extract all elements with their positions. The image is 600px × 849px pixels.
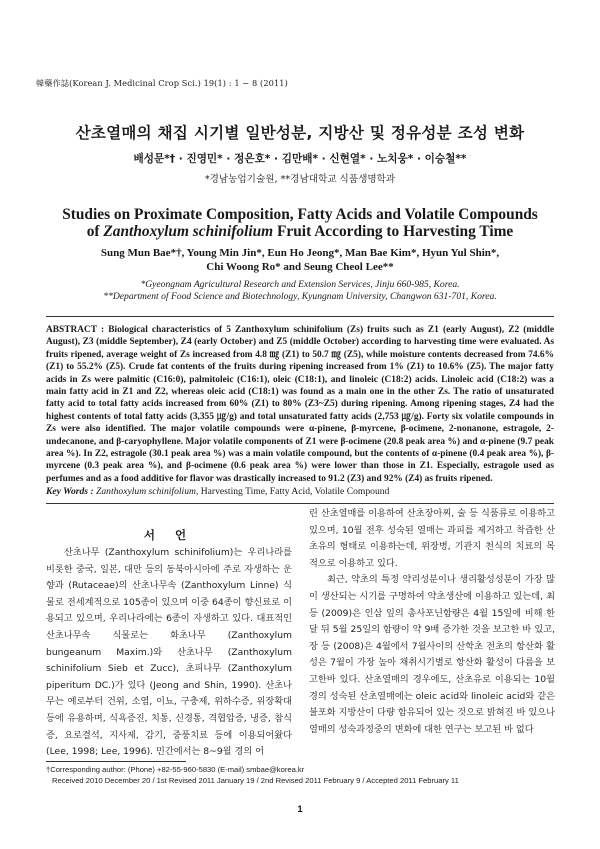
footnote-received: Received 2010 December 20 / 1st Revised 2011 January 19 / 2nd Revised 2011 February 9 / Accepted 2011 February 11: [52, 776, 459, 785]
left-column: [46, 545, 292, 761]
page-number: 1: [297, 804, 303, 815]
left-paragraph: 산초나무 (Zanthoxylum schinifolium)는 우리나라를 비롯한 중국, 일본, 대만 등의 동북아시아에 주로 자생하는 운향과 (Rutaceae)의 산초나무속 (Zanthoxylum Linne) 식물로 전세계적으로 105종이 있으며 이중 64종이 향신료로 이용되고 있으며, 우리나라에는 6종이 자생하고 있다. 대표적인 산초나무속 식물로는 화초나무 (Zanthoxylum bungeanum Maxim.)와 산초나무 (Zanthoxylum schinifolium Sieb et Zucc), 초피나무 (Zanthoxylum piperitum DC.)가 있다 (Jeong and Shin, 1990). 산초나무는 예로부터 건위, 소염, 이뇨, 구충제, 위하수증, 위장확대 등에 유용하며, 식욕증진, 치통, 신경통, 격협압증, 냉증, 참식증, 요로결석, 지사제, 감기, 중풍치료 등에 이용되어왔다 (Lee, 1998; Lee, 1996). 민간에서는 8~9월 경의 어: [46, 547, 292, 758]
abstract-label: ABSTRACT :: [46, 325, 105, 335]
english-title-line2: [40, 223, 560, 240]
right-column: [309, 506, 555, 738]
korean-authors: 배성문*† · 진영민* · 정은호* · 김만배* · 신현열* · 노치웅* · 이승철**: [133, 153, 467, 165]
footnote-rule: [46, 761, 186, 762]
english-affiliation-1: *Gyeongnam Agricultural Research and Extension Services, Jinju 660-985, Korea.: [140, 279, 460, 290]
footnotes: [46, 764, 566, 786]
keywords-label: Key Words :: [46, 486, 94, 497]
english-authors-line1: Sung Mun Bae*†, Young Min Jin*, Eun Ho Jeong*, Man Bae Kim*, Hyun Yul Shin*,: [100, 247, 500, 259]
right-paragraph-1: 린 산초열매를 이용하여 산초장아찌, 술 등 식품류로 이용하고 있으며, 10월 전후 성숙된 열매는 과피를 제거하고 착즙한 산초유의 형태로 이용하는데, 위장병, 기관지 천식의 치료의 목적으로 이용하고 있다.: [309, 508, 555, 569]
abstract-top-rule: [46, 316, 554, 317]
abstract: [46, 324, 554, 485]
keywords-rest: , Harvesting Time, Fatty Acid, Volatile Compound: [195, 486, 390, 497]
abstract-bottom-rule: [46, 503, 554, 504]
korean-affiliations: *경남농업기술원, **경남대학교 식품생명학과: [204, 174, 396, 185]
english-affiliation-2: **Department of Food Science and Biotechnology, Kyungnam University, Changwon 631-701, Korea.: [103, 291, 497, 302]
english-title: [40, 206, 560, 240]
korean-title: 산초열매의 채집 시기별 일반성분, 지방산 및 정유성분 조성 변화: [75, 124, 525, 142]
section-heading-introduction: 서 언: [143, 528, 195, 542]
keywords-species: Zanthoxylum schinifolium: [93, 486, 196, 497]
english-authors: [40, 247, 560, 274]
footnote-corresponding: †Corresponding author: (Phone) +82-55-960-5830 (E-mail) smbae@korea.kr: [46, 765, 305, 774]
english-affiliations: [40, 279, 560, 303]
english-authors-line2: Chi Woong Ro* and Seung Cheol Lee**: [206, 260, 394, 273]
journal-header: 韓藥作誌(Korean J. Medicinal Crop Sci.) 19(1) : 1 − 8 (2011): [36, 78, 288, 88]
right-paragraph-2: 최근, 약초의 특정 약리성분이나 생리활성성분이 가장 많이 생산되는 시기를 구명하여 약초생산에 이용하고 있는데, 최 등 (2009)은 인삼 잎의 총사포닌함량은 4월 15일에 비해 한 달 뒤 5월 25일의 함량이 약 9배 증가한 것을 보고한 바 있고, 장 등 (2008)은 4월에서 7월사이의 산학초 전초의 항산화 활성은 7월이 가장 높아 채취시기별로 항산화 활성이 다름을 보고한바 있다. 산초열매의 경우에도, 산초유로 이용되는 10월경의 성숙된 산초열매에는 oleic acid와 linoleic acid와 같은 불포화 지방산이 다량 함유되어 있는 것으로 밝혀진 바 있으나 열매의 성숙과정중의 변화에 대한 연구는 보고된 바 없다: [309, 574, 555, 735]
english-title-suffix: Fruit According to Harvesting Time: [273, 223, 514, 240]
abstract-text: Biological characteristics of 5 Zanthoxylum schinifolium (Zs) fruits such as Z1 (early August), Z2 (middle August), Z3 (middle September), Z4 (early October) and Z5 (middle October) according to harvesting time were evaluated. As fruits ripened, average weight of Zs increased from 4.8 ㎎ (Z1) to 50.7 ㎎ (Z5), while moisture contents decreased from 74.6% (Z1) to 55.2% (Z5). Crude fat contents of the fruits during ripening increased from 1% (Z1) to 10.6% (Z5). The major fatty acids in Zs were palmitic (C16:0), palmitoleic (C16:1), oleic (C18:1), and linoleic (C18:2) acids. Linoleic acid (C18:2) was a main fatty acid in Z1 and Z2, whereas oleic acid (C18:1) was found as a main one in the other Zs. The ratio of unsaturated fatty acid to total fatty acids increased from 60% (Z1) to 80% (Z3~Z5) during ripening. Among ripening stages, Z4 had the highest contents of total fatty acids (3,355 ㎍/g) and total unsaturated fatty acids (2,753 ㎍/g). Forty six volatile compounds in Zs were also identified. The major volatile compounds were α-pinene, β-myrcene, β-ocimene, 2-nonanone, estragole, 2-undecanone, and β-caryophyllene. Major volatile components of Z1 were β-ocimene (20.8 peak area %) and α-pinene (9.7 peak area %). In Z2, estragole (30.1 peak area %) was a main volatile compound, but the contents of α-pinene (0.4 peak area %), β-myrcene (0.3 peak area %), and β-ocimene (0.6 peak area %) were lower than those in Z1. Especially, estragole used as perfumes and as a food additive for flavor was drastically increased to 91.2 (Z3) and 92% (Z4) as fruits ripened.: [46, 325, 554, 484]
keywords: [46, 486, 554, 497]
english-title-prefix: of: [86, 223, 104, 240]
english-title-line1: Studies on Proximate Composition, Fatty Acids and Volatile Compounds: [62, 206, 538, 223]
english-title-species: Zanthoxylum schinifolium: [103, 223, 274, 240]
